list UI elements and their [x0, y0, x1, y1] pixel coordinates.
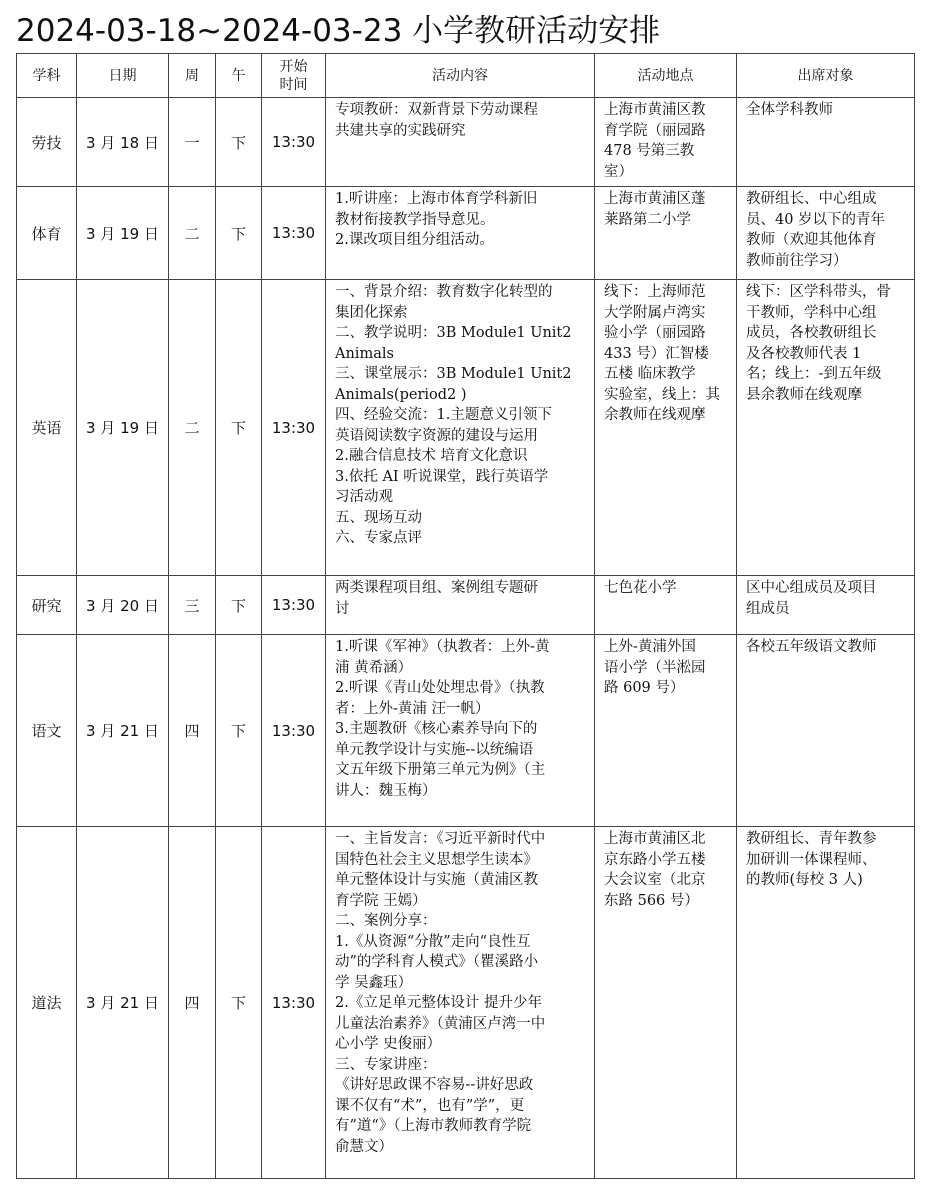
location-cell: [595, 280, 737, 576]
start-time-cell: 13:30: [262, 98, 326, 187]
weekday-cell: 四: [169, 635, 216, 827]
location-cell: [595, 635, 737, 827]
header-subject: 学科: [17, 54, 77, 98]
weekday-cell: 二: [169, 187, 216, 280]
header-date: 日期: [77, 54, 169, 98]
location-text: 上外-黄浦外国 语小学（半淞园 路 609 号）: [604, 639, 706, 696]
table-row: [17, 98, 915, 187]
schedule-table: [16, 53, 915, 1179]
attendees-text: 全体学科教师: [746, 102, 833, 118]
content-text: 一、主旨发言：《习近平新时代中 国特色社会主义思想学生读本》 单元整体设计与实施（黄浦区教 育学院 王嫣） 二、案例分享： 1.《从资源“分散”走向“良性互 动”的学科育人模式》（瞿溪路小 学 吴鑫珏） 2.《立足单元整体设计 提升少年 儿童法治素养》（黄浦区卢湾一中 心小学 史俊丽） 三、专家讲座： 《讲好思政课不容易--讲好思政 课不仅有“术”，也有”学”，更 有”道“》（上海市教师教育学院 俞慧文）: [335, 831, 546, 1155]
start-time-cell: 13:30: [262, 280, 326, 576]
location-cell: [595, 187, 737, 280]
location-cell: [595, 98, 737, 187]
location-cell: [595, 576, 737, 635]
header-half-day: 午: [216, 54, 262, 98]
location-text: 上海市黄浦区教 育学院（丽园路 478 号第三教 室）: [604, 102, 706, 180]
date-cell: 3 月 18 日: [77, 98, 169, 187]
header-start-time: 开始 时间: [262, 54, 326, 98]
subject-cell: 英语: [17, 280, 77, 576]
date-cell: 3 月 19 日: [77, 187, 169, 280]
attendees-cell: [737, 187, 915, 280]
date-cell: 3 月 21 日: [77, 635, 169, 827]
header-location: 活动地点: [595, 54, 737, 98]
location-text: 上海市黄浦区蓬 莱路第二小学: [604, 191, 706, 228]
half-day-cell: 下: [216, 576, 262, 635]
weekday-cell: 四: [169, 827, 216, 1179]
subject-cell: 体育: [17, 187, 77, 280]
content-cell: [326, 827, 595, 1179]
table-row: [17, 635, 915, 827]
content-cell: [326, 280, 595, 576]
half-day-cell: 下: [216, 98, 262, 187]
attendees-text: 教研组长、中心组成 员、40 岁以下的青年 教师（欢迎其他体育 教师前往学习）: [746, 191, 886, 269]
location-text: 线下：上海师范 大学附属卢湾实 验小学（丽园路 433 号）汇智楼 五楼 临床教学 实验室，线上：其 余教师在线观摩: [604, 284, 720, 423]
weekday-cell: 一: [169, 98, 216, 187]
half-day-cell: 下: [216, 635, 262, 827]
date-cell: 3 月 20 日: [77, 576, 169, 635]
half-day-cell: 下: [216, 280, 262, 576]
start-time-cell: 13:30: [262, 576, 326, 635]
content-cell: [326, 635, 595, 827]
subject-cell: 道法: [17, 827, 77, 1179]
content-cell: [326, 576, 595, 635]
header-weekday: 周: [169, 54, 216, 98]
table-row: [17, 187, 915, 280]
subject-cell: 语文: [17, 635, 77, 827]
content-text: 一、背景介绍：教育数字化转型的 集团化探索 二、教学说明：3B Module1 Unit2 Animals 三、课堂展示：3B Module1 Unit2 Animals(period2 ) 四、经验交流：1.主题意义引领下 英语阅读数字资源的建设与运用 2.融合信息技术 培育文化意识 3.依托 AI 听说课堂，践行英语学 习活动观 五、现场互动 六、专家点评: [335, 284, 572, 546]
attendees-cell: [737, 635, 915, 827]
attendees-text: 线下：区学科带头，骨 干教师，学科中心组 成员，各校教研组长 及各校教师代表 1 名；线上：-到五年级 县余教师在线观摩: [746, 284, 891, 403]
header-content: 活动内容: [326, 54, 595, 98]
attendees-text: 教研组长、青年教参 加研训一体课程师、 的教师(每校 3 人): [746, 831, 877, 888]
attendees-cell: [737, 827, 915, 1179]
attendees-cell: [737, 280, 915, 576]
content-text: 1.听课《军神》（执教者：上外-黄 浦 黄希涵） 2.听课《青山处处埋忠骨》（执教 者：上外-黄浦 汪一帆） 3.主题教研《核心素养导向下的 单元教学设计与实施--以统编语 文五年级下册第三单元为例》（主 讲人：魏玉梅）: [335, 639, 550, 799]
subject-cell: 劳技: [17, 98, 77, 187]
attendees-cell: [737, 98, 915, 187]
half-day-cell: 下: [216, 187, 262, 280]
table-row: [17, 827, 915, 1179]
date-cell: 3 月 21 日: [77, 827, 169, 1179]
start-time-cell: 13:30: [262, 827, 326, 1179]
half-day-cell: 下: [216, 827, 262, 1179]
subject-cell: 研究: [17, 576, 77, 635]
start-time-cell: 13:30: [262, 187, 326, 280]
start-time-cell: 13:30: [262, 635, 326, 827]
content-text: 专项教研：双新背景下劳动课程 共建共享的实践研究: [335, 102, 538, 139]
content-text: 1.听讲座：上海市体育学科新旧 教材衔接教学指导意见。 2.课改项目组分组活动。: [335, 191, 538, 248]
location-text: 上海市黄浦区北 京东路小学五楼 大会议室（北京 东路 566 号）: [604, 831, 706, 909]
header-row: [17, 54, 915, 98]
attendees-text: 各校五年级语文教师: [746, 639, 877, 655]
weekday-cell: 二: [169, 280, 216, 576]
date-cell: 3 月 19 日: [77, 280, 169, 576]
content-cell: [326, 98, 595, 187]
attendees-cell: [737, 576, 915, 635]
location-text: 七色花小学: [604, 580, 677, 596]
weekday-cell: 三: [169, 576, 216, 635]
content-cell: [326, 187, 595, 280]
attendees-text: 区中心组成员及项目 组成员: [746, 580, 877, 617]
table-row: [17, 576, 915, 635]
table-row: [17, 280, 915, 576]
header-attendees: 出席对象: [737, 54, 915, 98]
location-cell: [595, 827, 737, 1179]
page-title: 2024-03-18~2024-03-23 小学教研活动安排: [16, 13, 661, 49]
content-text: 两类课程项目组、案例组专题研 讨: [335, 580, 538, 617]
